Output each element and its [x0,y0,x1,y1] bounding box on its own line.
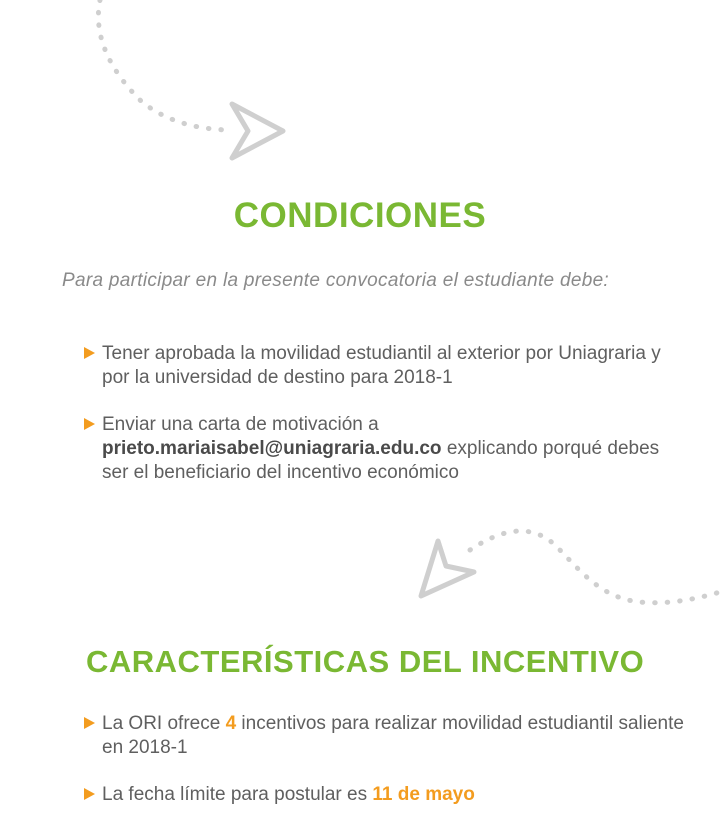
incentive-text-before: La ORI ofrece [102,713,221,734]
list-item [84,783,684,807]
condition-text-before: Enviar una carta de motivación a [102,414,379,435]
deadline-text: La fecha límite para postular es [102,784,368,805]
paper-plane-icon-middle [421,541,474,596]
conditions-list [84,342,684,508]
paper-plane-icon-top [232,104,283,158]
incentive-title: CARACTERÍSTICAS DEL INCENTIVO [86,644,645,679]
dotted-flight-path-middle [470,531,720,603]
conditions-intro: Para participar en la presente convocatoria el estudiante debe: [62,270,610,291]
bullet-arrow-icon [84,347,95,359]
condition-text-after: explicando porqué debes ser el beneficiario del incentivo económico [102,438,660,483]
conditions-title: CONDICIONES [233,196,487,235]
bullet-arrow-icon [84,788,95,800]
list-item [84,342,684,390]
incentive-text-after: incentivos para realizar movilidad estudiantil saliente en 2018-1 [102,713,684,758]
bullet-arrow-icon [84,418,95,430]
condition-text: Tener aprobada la movilidad estudiantil al exterior por Uniagraria y por la universidad de destino para 2018-1 [102,343,661,388]
incentive-count: 4 [225,713,237,734]
dotted-flight-path-top [98,0,232,130]
list-item [84,413,684,485]
deadline-date: 11 de mayo [372,784,475,805]
list-item [84,712,684,760]
incentive-list [84,712,684,830]
contact-email[interactable]: prieto.mariaisabel@uniagraria.edu.co [102,438,442,459]
bullet-arrow-icon [84,717,95,729]
